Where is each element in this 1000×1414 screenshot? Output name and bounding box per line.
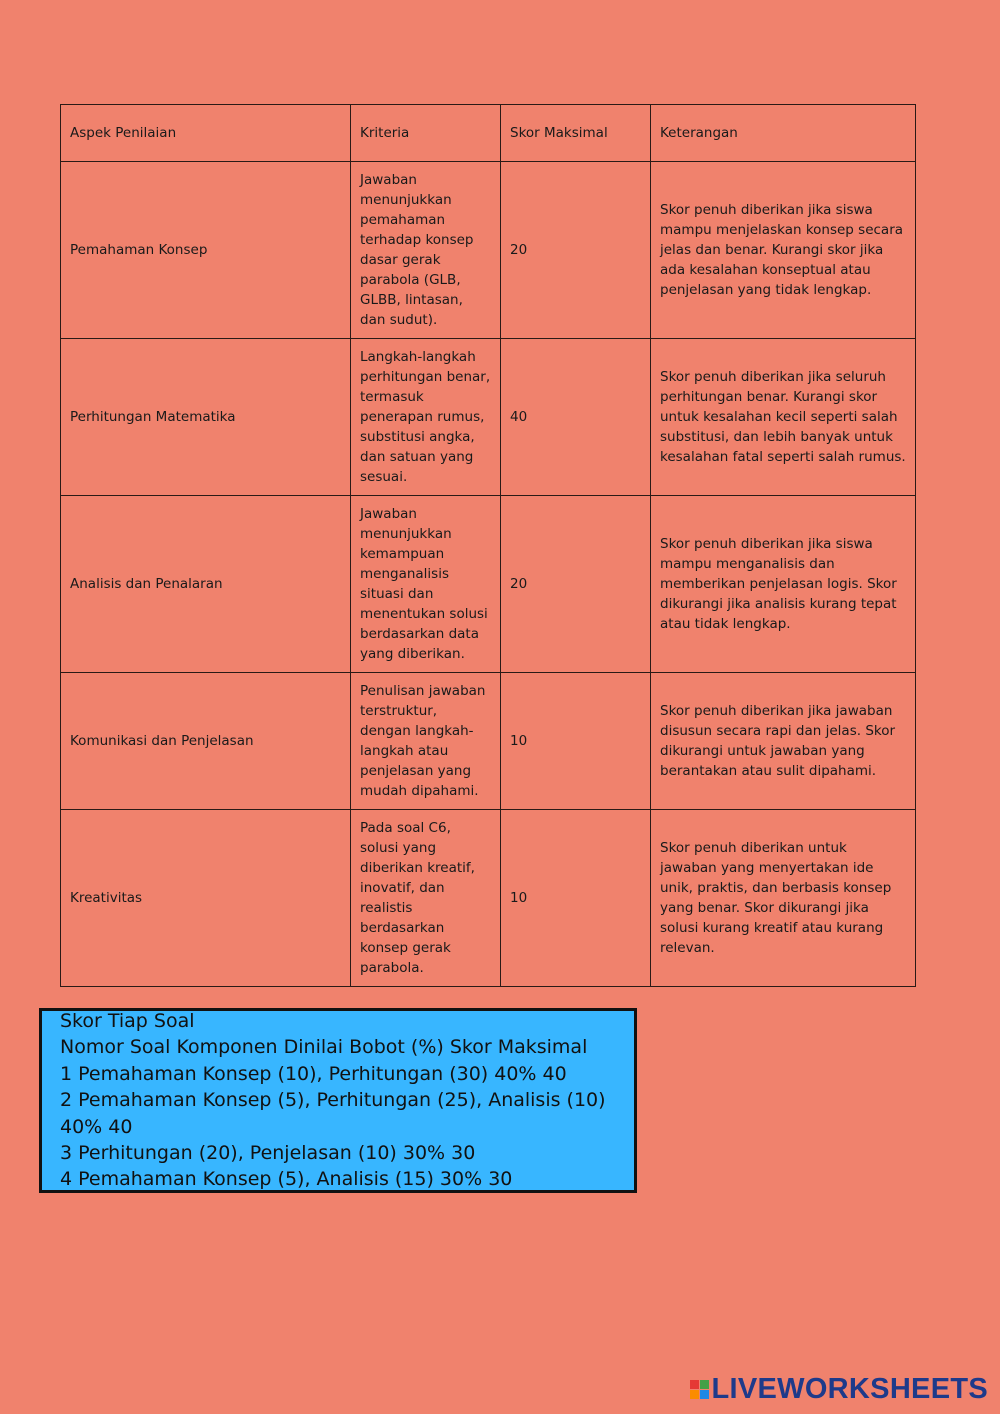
cell-aspek: Pemahaman Konsep (61, 162, 351, 339)
table-row (61, 339, 916, 496)
rubric-table (60, 104, 916, 987)
cell-skor: 20 (501, 496, 651, 673)
score-box-line: 2 Pemahaman Konsep (5), Perhitungan (25), Analisis (10) 40% 40 (60, 1089, 606, 1138)
score-box-line: 3 Perhitungan (20), Penjelasan (10) 30% 30 (60, 1142, 476, 1165)
cell-skor: 20 (501, 162, 651, 339)
cell-kriteria: Jawaban menunjukkan kemampuan menganalisis situasi dan menentukan solusi berdasarkan data yang diberikan. (351, 496, 501, 673)
cell-skor: 40 (501, 339, 651, 496)
logo-block (690, 1390, 699, 1399)
liveworksheets-logo (690, 1373, 989, 1406)
header-aspek: Aspek Penilaian (61, 105, 351, 162)
cell-aspek: Kreativitas (61, 810, 351, 987)
logo-block (700, 1380, 709, 1389)
cell-keterangan: Skor penuh diberikan jika jawaban disusun secara rapi dan jelas. Skor dikurangi untuk jawaban yang berantakan atau sulit dipahami. (651, 673, 916, 810)
table-header-row (61, 105, 916, 162)
table-row (61, 162, 916, 339)
cell-keterangan: Skor penuh diberikan jika siswa mampu menganalisis dan memberikan penjelasan logis. Skor dikurangi jika analisis kurang tepat atau tidak lengkap. (651, 496, 916, 673)
cell-kriteria: Langkah-langkah perhitungan benar, termasuk penerapan rumus, substitusi angka, dan satuan yang sesuai. (351, 339, 501, 496)
header-skor: Skor Maksimal (501, 105, 651, 162)
score-box-title: Skor Tiap Soal (60, 1010, 195, 1032)
logo-block (690, 1380, 699, 1389)
cell-aspek: Komunikasi dan Penjelasan (61, 673, 351, 810)
cell-aspek: Perhitungan Matematika (61, 339, 351, 496)
score-text-box[interactable] (39, 1008, 637, 1193)
cell-kriteria: Jawaban menunjukkan pemahaman terhadap konsep dasar gerak parabola (GLB, GLBB, lintasan, dan sudut). (351, 162, 501, 339)
cell-keterangan: Skor penuh diberikan untuk jawaban yang menyertakan ide unik, praktis, dan berbasis konsep yang benar. Skor dikurangi jika solusi kurang kreatif atau kurang relevan. (651, 810, 916, 987)
score-box-line: 1 Pemahaman Konsep (10), Perhitungan (30) 40% 40 (60, 1062, 567, 1085)
cell-aspek: Analisis dan Penalaran (61, 496, 351, 673)
score-box-header: Nomor Soal Komponen Dinilai Bobot (%) Skor Maksimal (60, 1036, 588, 1059)
logo-block (700, 1390, 709, 1399)
table-row (61, 496, 916, 673)
cell-kriteria: Pada soal C6, solusi yang diberikan kreatif, inovatif, dan realistis berdasarkan konsep gerak parabola. (351, 810, 501, 987)
header-kriteria: Kriteria (351, 105, 501, 162)
cell-keterangan: Skor penuh diberikan jika seluruh perhitungan benar. Kurangi skor untuk kesalahan kecil seperti salah substitusi, dan lebih banyak untuk kesalahan fatal seperti salah rumus. (651, 339, 916, 496)
table-row (61, 810, 916, 987)
header-keterangan: Keterangan (651, 105, 916, 162)
cell-skor: 10 (501, 673, 651, 810)
logo-text: LIVEWORKSHEETS (711, 1373, 988, 1405)
cell-keterangan: Skor penuh diberikan jika siswa mampu menjelaskan konsep secara jelas dan benar. Kurangi skor jika ada kesalahan konseptual atau penjelasan yang tidak lengkap. (651, 162, 916, 339)
table-row (61, 673, 916, 810)
logo-blocks-icon (690, 1380, 709, 1399)
cell-skor: 10 (501, 810, 651, 987)
cell-kriteria: Penulisan jawaban terstruktur, dengan langkah-langkah atau penjelasan yang mudah dipahami. (351, 673, 501, 810)
score-box-line: 4 Pemahaman Konsep (5), Analisis (15) 30% 30 (60, 1168, 513, 1191)
